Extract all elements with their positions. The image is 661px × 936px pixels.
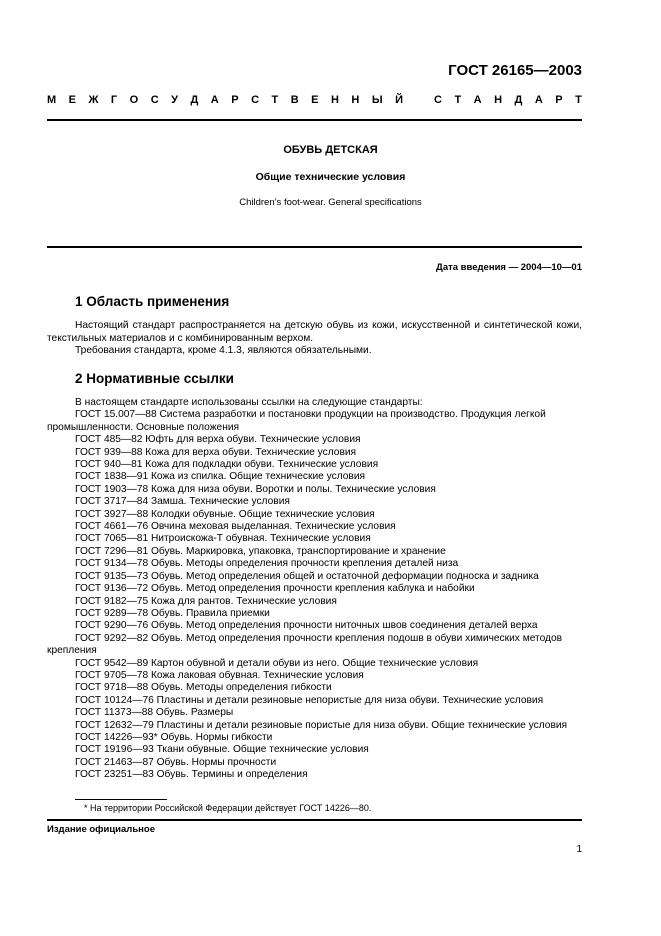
reference-item: ГОСТ 9542—89 Картон обувной и детали обуви из него. Общие технические условия bbox=[75, 657, 479, 669]
reference-items bbox=[47, 409, 582, 781]
section-1-paragraph-2: Требования стандарта, кроме 4.1.3, являются обязательными. bbox=[75, 345, 372, 357]
banner-letter: Р bbox=[231, 94, 239, 106]
reference-item: ГОСТ 9292—82 Обувь. Метод определения прочности крепления подошв в обуви химических методов крепления bbox=[47, 632, 563, 657]
footnote: * На территории Российской Федерации действует ГОСТ 14226—80. bbox=[84, 803, 372, 813]
banner-letter: Н bbox=[351, 94, 360, 106]
title-rule bbox=[47, 246, 582, 248]
banner-letter: Ы bbox=[371, 94, 383, 106]
official-edition-label: Издание официальное bbox=[47, 824, 155, 835]
banner-letter: Г bbox=[110, 94, 118, 106]
banner-letter: Д bbox=[514, 94, 523, 106]
section-1-heading: 1 Область применения bbox=[75, 294, 230, 309]
reference-item: ГОСТ 4661—76 Овчина меховая выделанная. Технические условия bbox=[75, 521, 396, 533]
document-title-english: Children’s foot-wear. General specifications bbox=[239, 197, 422, 208]
banner-letter: А bbox=[534, 94, 543, 106]
reference-item: ГОСТ 485—82 Юфть для верха обуви. Технические условия bbox=[75, 434, 361, 446]
header-rule bbox=[47, 119, 582, 121]
banner-letter: С bbox=[251, 94, 260, 106]
banner-letter: Н bbox=[330, 94, 339, 106]
reference-item: ГОСТ 15.007—88 Система разработки и постановки продукции на производство. Продукция легкой промышленности. Основные положения bbox=[47, 409, 546, 433]
banner-letter: Р bbox=[555, 94, 563, 106]
banner-letter: О bbox=[129, 94, 139, 106]
banner-letter: Е bbox=[68, 94, 76, 106]
banner-letter: Н bbox=[494, 94, 503, 106]
banner-letter: Е bbox=[311, 94, 319, 106]
footnote-rule bbox=[75, 799, 167, 800]
reference-item: ГОСТ 19196—93 Ткани обувные. Общие технические условия bbox=[75, 744, 369, 756]
normative-references-list bbox=[47, 397, 582, 782]
banner-letter: Т bbox=[271, 94, 279, 106]
banner-letter: Т bbox=[575, 94, 582, 106]
reference-item: ГОСТ 3927—88 Колодки обувные. Общие технические условия bbox=[75, 508, 375, 520]
reference-item: ГОСТ 9136—72 Обувь. Метод определения прочности крепления каблука и набойки bbox=[75, 583, 475, 595]
footer-rule bbox=[47, 819, 582, 821]
reference-item: ГОСТ 9718—88 Обувь. Методы определения гибкости bbox=[75, 682, 332, 694]
banner-letter: Й bbox=[395, 94, 404, 106]
reference-item: ГОСТ 7296—81 Обувь. Маркировка, упаковка, транспортирование и хранение bbox=[75, 545, 446, 557]
banner-letter: Д bbox=[190, 94, 199, 106]
banner-letter: С bbox=[434, 94, 442, 106]
document-title: ОБУВЬ ДЕТСКАЯ bbox=[283, 144, 378, 156]
reference-item: ГОСТ 1903—78 Кожа для низа обуви. Воротки и полы. Технические условия bbox=[75, 483, 436, 495]
reference-item: ГОСТ 9182—75 Кожа для рантов. Технические условия bbox=[75, 595, 337, 607]
reference-item: ГОСТ 9705—78 Кожа лаковая обувная. Технические условия bbox=[75, 669, 364, 681]
reference-item: ГОСТ 940—81 Кожа для подкладки обуви. Технические условия bbox=[75, 459, 379, 471]
reference-item: ГОСТ 9135—73 Обувь. Метод определения общей и остаточной деформации подноска и задника bbox=[75, 570, 539, 582]
reference-item: ГОСТ 11373—88 Обувь. Размеры bbox=[75, 707, 234, 719]
reference-item: ГОСТ 10124—76 Пластины и детали резиновые непористые для низа обуви. Технические условия bbox=[75, 694, 544, 706]
banner-letter: М bbox=[47, 94, 57, 106]
banner-letter: Т bbox=[454, 94, 462, 106]
references-intro: В настоящем стандарте использованы ссылки на следующие стандарты: bbox=[75, 397, 423, 408]
reference-item: ГОСТ 7065—81 Нитроискожа-Т обувная. Технические условия bbox=[75, 533, 371, 545]
section-1-paragraph-1: Настоящий стандарт распространяется на детскую обувь из кожи, искусственной и синтетической кожи, текстильных материалов и с комбинированным верхом. bbox=[47, 320, 582, 344]
section-2-heading: 2 Нормативные ссылки bbox=[75, 371, 234, 386]
reference-item: ГОСТ 3717—84 Замша. Технические условия bbox=[75, 496, 290, 508]
reference-item: ГОСТ 9289—78 Обувь. Правила приемки bbox=[75, 607, 270, 619]
banner-letter: С bbox=[150, 94, 159, 106]
reference-item: ГОСТ 9134—78 Обувь. Методы определения прочности крепления деталей низа bbox=[75, 558, 459, 570]
banner-letter: У bbox=[171, 94, 178, 106]
interstate-standard-banner bbox=[47, 94, 582, 106]
reference-item: ГОСТ 1838—91 Кожа из спилка. Общие технические условия bbox=[75, 471, 366, 483]
reference-item: ГОСТ 21463—87 Обувь. Нормы прочности bbox=[75, 756, 277, 768]
reference-item: ГОСТ 23251—83 Обувь. Термины и определения bbox=[75, 769, 308, 781]
page-number: 1 bbox=[576, 844, 582, 855]
reference-item: ГОСТ 12632—79 Пластины и детали резиновые пористые для низа обуви. Общие технические условия bbox=[75, 719, 568, 731]
banner-letter: В bbox=[290, 94, 299, 106]
reference-item: ГОСТ 9290—76 Обувь. Метод определения прочности ниточных швов соединения деталей верха bbox=[75, 620, 538, 632]
banner-word-gap bbox=[416, 94, 422, 106]
reference-item: ГОСТ 939—88 Кожа для верха обуви. Технические условия bbox=[75, 446, 357, 458]
document-code: ГОСТ 26165—2003 bbox=[448, 62, 582, 79]
section-1-body bbox=[47, 320, 582, 358]
banner-letter: А bbox=[473, 94, 482, 106]
banner-letter: Ж bbox=[88, 94, 99, 106]
banner-letter: А bbox=[210, 94, 219, 106]
reference-item: ГОСТ 14226—93* Обувь. Нормы гибкости bbox=[75, 731, 273, 743]
introduction-date: Дата введения — 2004—10—01 bbox=[436, 262, 582, 273]
document-subtitle: Общие технические условия bbox=[255, 171, 406, 183]
